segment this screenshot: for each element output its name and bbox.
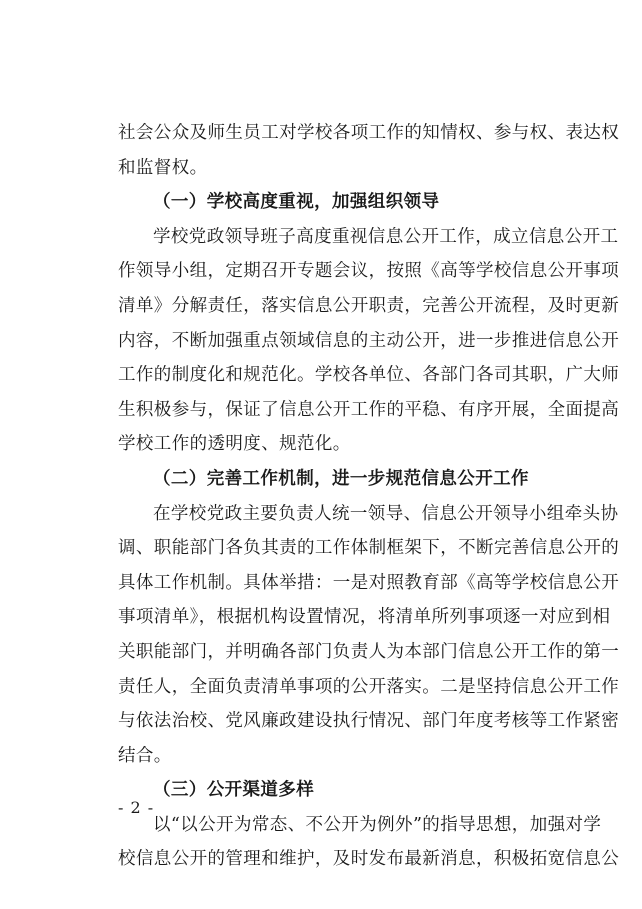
body-line: 校信息公开的管理和维护，及时发布最新消息，积极拓宽信息公 xyxy=(118,849,620,870)
body-line: 内容，不断加强重点领域信息的主动公开，进一步推进信息公开 xyxy=(118,330,620,351)
section-heading-2: （二）完善工作机制，进一步规范信息公开工作 xyxy=(153,468,529,489)
body-line: 事项清单》，根据机构设置情况，将清单所列事项逐一对应到相 xyxy=(118,607,611,628)
body-line: 关职能部门，并明确各部门负责人为本部门信息公开工作的第一 xyxy=(118,641,620,662)
body-line: 与依法治校、党风廉政建设执行情况、部门年度考核等工作紧密 xyxy=(118,711,620,732)
body-line: 学校党政领导班子高度重视信息公开工作，成立信息公开工 xyxy=(153,226,619,247)
body-line: 学校工作的透明度、规范化。 xyxy=(118,434,351,455)
body-line: 责任人，全面负责清单事项的公开落实。二是坚持信息公开工作 xyxy=(118,676,620,697)
section-heading-1: （一）学校高度重视，加强组织领导 xyxy=(153,192,440,213)
body-line: 作领导小组，定期召开专题会议，按照《高等学校信息公开事项 xyxy=(118,261,620,282)
body-line: 生积极参与，保证了信息公开工作的平稳、有序开展，全面提高 xyxy=(118,399,620,420)
body-line: 和监督权。 xyxy=(118,157,208,178)
page-number: - 2 - xyxy=(118,798,155,817)
body-line: 工作的制度化和规范化。学校各单位、各部门各司其职，广大师 xyxy=(118,365,620,386)
body-line: 社会公众及师生员工对学校各项工作的知情权、参与权、表达权 xyxy=(118,123,620,143)
body-line: 清单》分解责任，落实信息公开职责，完善公开流程，及时更新 xyxy=(118,295,620,316)
section-heading-3: （三）公开渠道多样 xyxy=(153,780,315,801)
document-body xyxy=(118,116,620,877)
body-line: 调、职能部门各负其责的工作体制框架下，不断完善信息公开的 xyxy=(118,538,620,559)
body-line: 具体工作机制。具体举措：一是对照教育部《高等学校信息公开 xyxy=(118,572,620,593)
body-line: 结合。 xyxy=(118,745,172,766)
body-line: 以“以公开为常态、不公开为例外”的指导思想，加强对学 xyxy=(153,814,602,835)
body-line: 在学校党政主要负责人统一领导、信息公开领导小组牵头协 xyxy=(153,503,619,524)
